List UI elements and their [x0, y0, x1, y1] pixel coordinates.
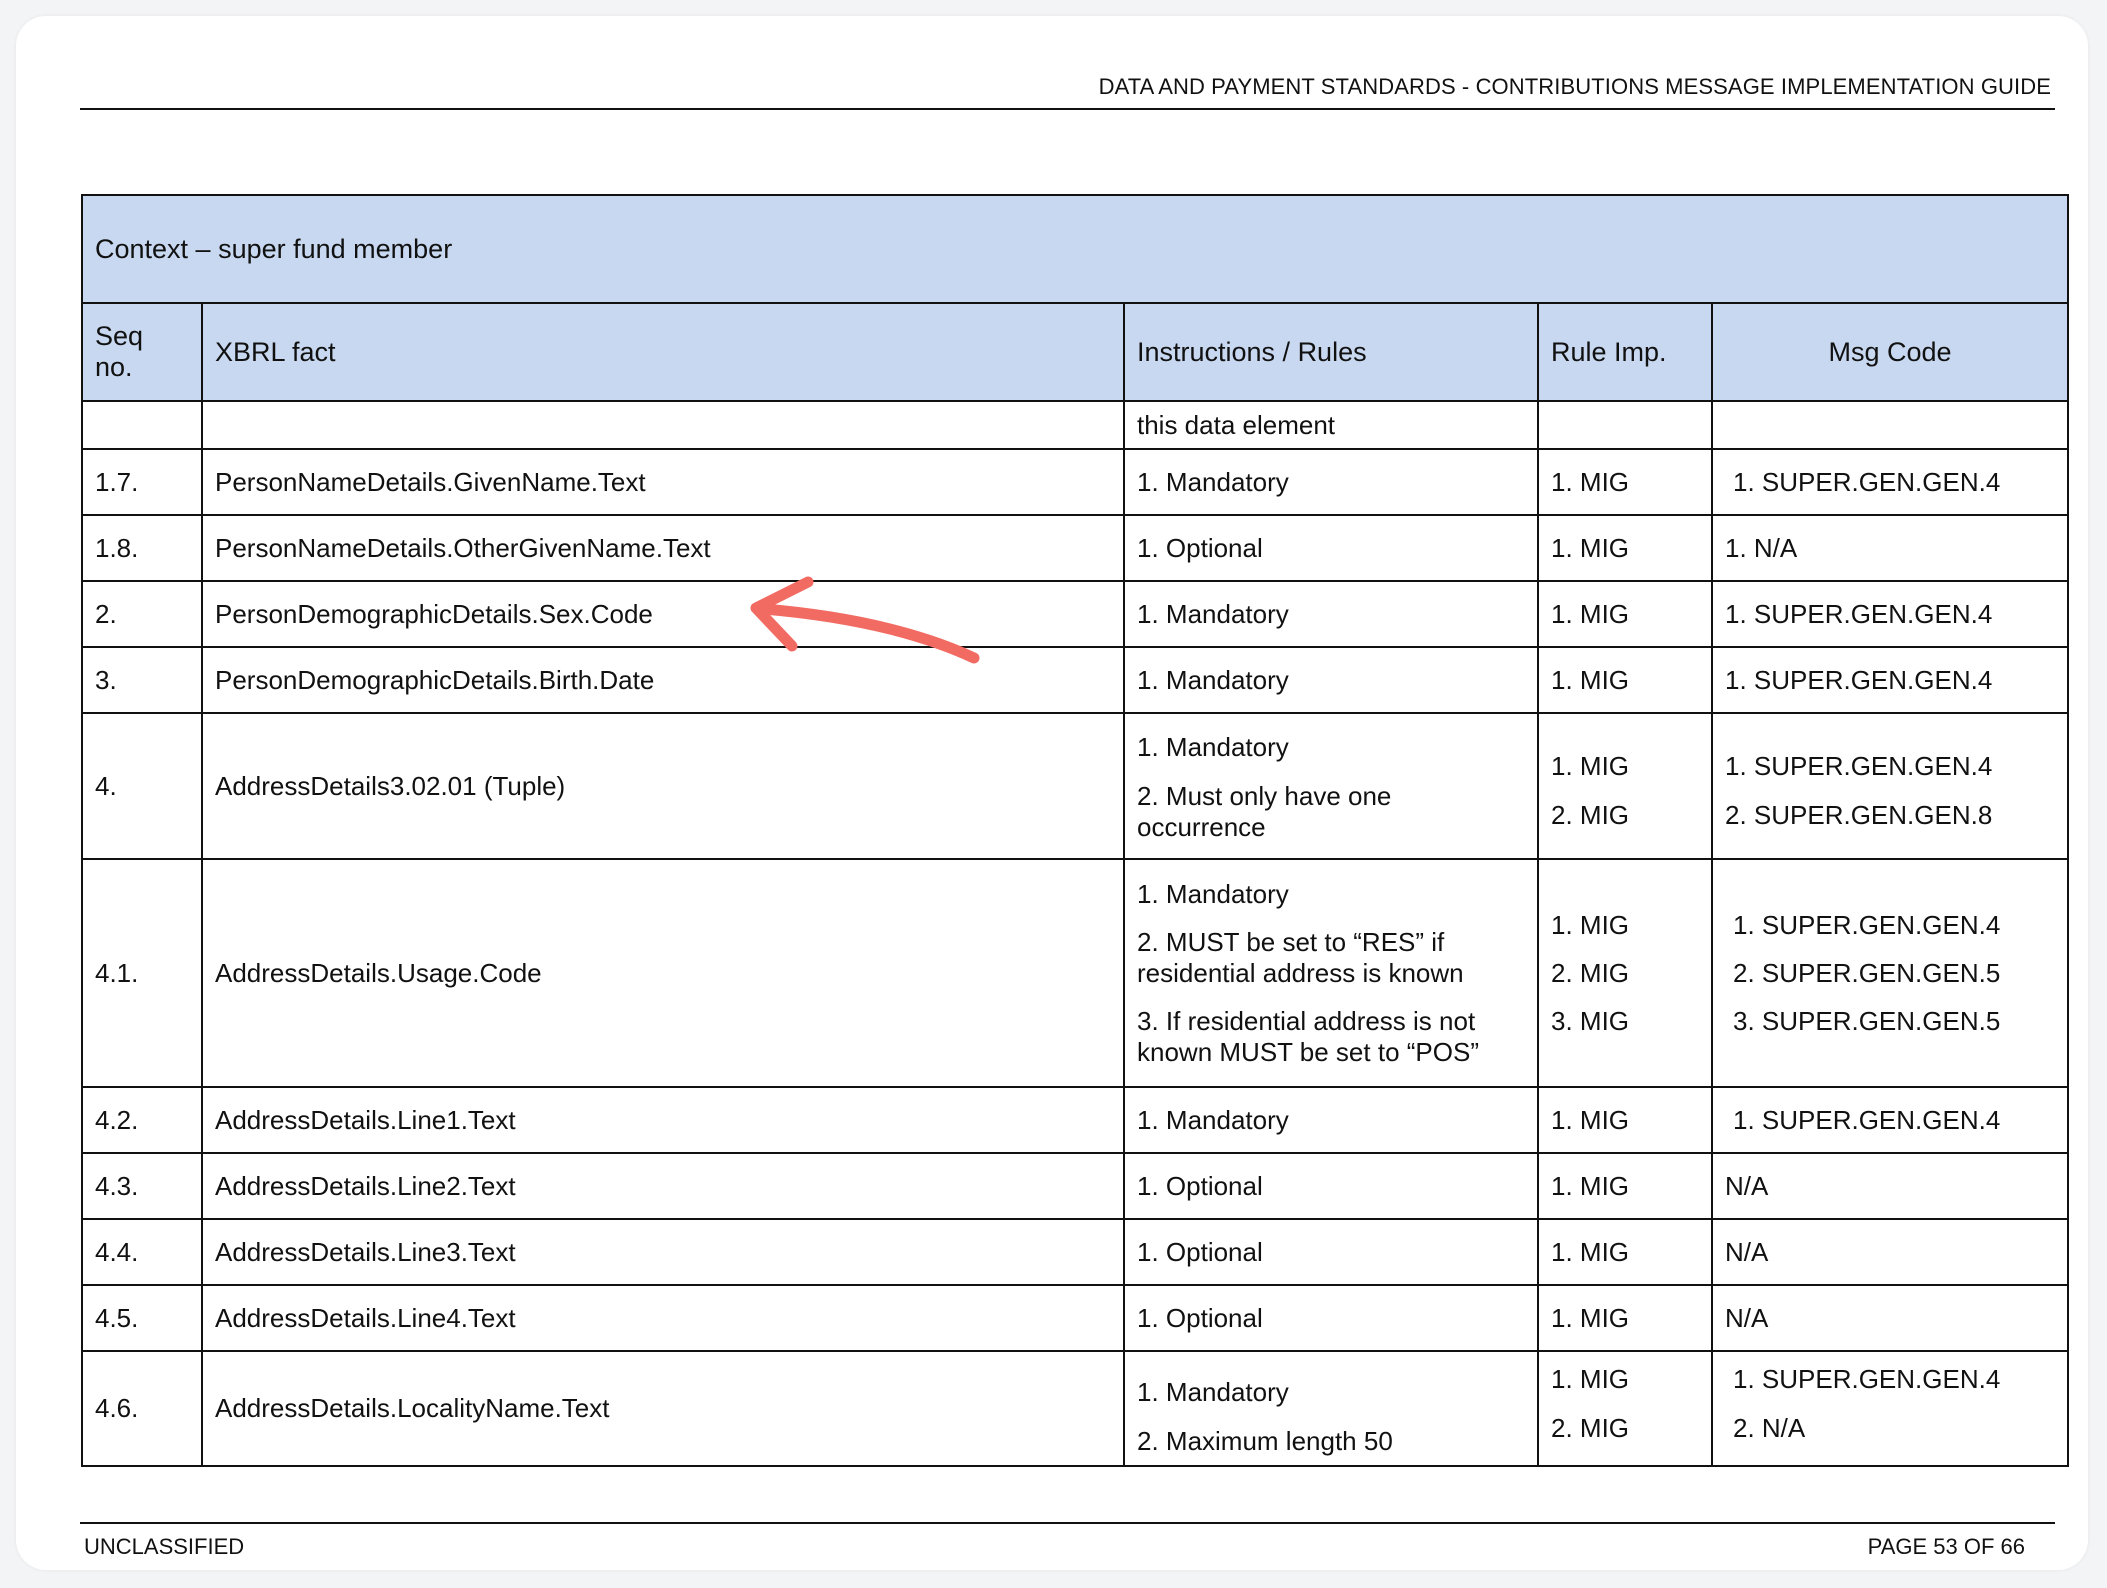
rule-imp-cell — [1538, 1351, 1712, 1466]
msg-code-cell: 1. SUPER.GEN.GEN.4 — [1712, 647, 2068, 713]
fact-cell: AddressDetails.Line2.Text — [202, 1153, 1124, 1219]
instruction-line: known MUST be set to “POS” — [1137, 1036, 1479, 1067]
instructions-cell: 1. Mandatory — [1124, 581, 1538, 647]
rule-imp-cell: 1. MIG — [1538, 1153, 1712, 1219]
instruction-line: residential address is known — [1137, 957, 1464, 988]
seq-header-line1: Seq — [95, 321, 144, 351]
classification-label: UNCLASSIFIED — [84, 1534, 245, 1559]
instructions-cell — [1124, 859, 1538, 1087]
msg-code-line: 2. SUPER.GEN.GEN.5 — [1733, 957, 2001, 988]
table-row — [82, 1153, 2068, 1219]
seq-cell: 1.8. — [82, 515, 202, 581]
rule-imp-line: 1. MIG — [1551, 1363, 1630, 1394]
context-row — [82, 195, 2068, 303]
seq-cell: 4.5. — [82, 1285, 202, 1351]
msg-code-line: 1. SUPER.GEN.GEN.4 — [1733, 1363, 2001, 1394]
instructions-cell: 1. Mandatory — [1124, 449, 1538, 515]
instructions-cell: 1. Optional — [1124, 515, 1538, 581]
seq-cell: 4. — [82, 713, 202, 859]
instructions-cell: 1. Mandatory — [1124, 1087, 1538, 1153]
table-row — [82, 647, 2068, 713]
seq-cell: 1.7. — [82, 449, 202, 515]
instruction-line: 2. MUST be set to “RES” if — [1137, 926, 1445, 957]
continuation-text: this data element — [1124, 401, 1538, 449]
page-footer — [80, 1522, 2055, 1559]
rule-imp-cell — [1538, 713, 1712, 859]
column-rule-imp: Rule Imp. — [1538, 303, 1712, 401]
fact-cell: AddressDetails.LocalityName.Text — [202, 1351, 1124, 1466]
rule-imp-cell: 1. MIG — [1538, 1285, 1712, 1351]
instruction-line: 2. Maximum length 50 — [1137, 1425, 1393, 1456]
fact-cell: AddressDetails3.02.01 (Tuple) — [202, 713, 1124, 859]
fact-cell: AddressDetails.Line3.Text — [202, 1219, 1124, 1285]
column-msg-code: Msg Code — [1712, 303, 2068, 401]
page-number: PAGE 53 OF 66 — [1867, 1534, 2025, 1559]
msg-code-line: 2. N/A — [1733, 1412, 1806, 1443]
fact-cell: PersonNameDetails.OtherGivenName.Text — [202, 515, 1124, 581]
seq-cell: 4.2. — [82, 1087, 202, 1153]
table-row — [82, 1087, 2068, 1153]
instructions-cell: 1. Mandatory — [1124, 647, 1538, 713]
instruction-line: 3. If residential address is not — [1137, 1005, 1476, 1036]
fact-cell: AddressDetails.Usage.Code — [202, 859, 1124, 1087]
context-title: Context – super fund member — [82, 195, 2068, 303]
rule-imp-cell: 1. MIG — [1538, 647, 1712, 713]
instruction-line: 2. Must only have one — [1137, 780, 1392, 811]
instructions-cell: 1. Optional — [1124, 1285, 1538, 1351]
table-row — [82, 713, 2068, 859]
msg-code-cell: N/A — [1712, 1219, 2068, 1285]
msg-code-cell: N/A — [1712, 1153, 2068, 1219]
instructions-cell: 1. Optional — [1124, 1219, 1538, 1285]
seq-cell: 3. — [82, 647, 202, 713]
seq-cell: 4.1. — [82, 859, 202, 1087]
rule-imp-line: 2. MIG — [1551, 1412, 1630, 1443]
instructions-cell — [1124, 1351, 1538, 1466]
msg-code-cell: 1. SUPER.GEN.GEN.4 — [1712, 1087, 2068, 1153]
fact-cell: PersonDemographicDetails.Sex.Code — [202, 581, 1124, 647]
table-row — [82, 515, 2068, 581]
rule-imp-line: 3. MIG — [1551, 1005, 1630, 1036]
msg-code-line: 2. SUPER.GEN.GEN.8 — [1725, 800, 1993, 830]
header-row — [82, 303, 2068, 401]
instruction-line: 1. Mandatory — [1137, 878, 1289, 909]
seq-cell: 4.3. — [82, 1153, 202, 1219]
instructions-cell: 1. Optional — [1124, 1153, 1538, 1219]
instruction-line: occurrence — [1137, 811, 1266, 842]
msg-code-line: 3. SUPER.GEN.GEN.5 — [1733, 1005, 2001, 1036]
rule-imp-line: 1. MIG — [1551, 751, 1630, 781]
msg-code-cell — [1712, 859, 2068, 1087]
rule-imp-line: 2. MIG — [1551, 957, 1630, 988]
running-header — [80, 74, 2055, 110]
fact-cell: AddressDetails.Line1.Text — [202, 1087, 1124, 1153]
seq-cell: 2. — [82, 581, 202, 647]
table-row — [82, 1285, 2068, 1351]
table-row — [82, 1351, 2068, 1466]
seq-cell: 4.4. — [82, 1219, 202, 1285]
rule-imp-cell: 1. MIG — [1538, 515, 1712, 581]
msg-code-cell: 1. N/A — [1712, 515, 2068, 581]
msg-code-cell: N/A — [1712, 1285, 2068, 1351]
table-row — [82, 581, 2068, 647]
rule-imp-cell: 1. MIG — [1538, 449, 1712, 515]
seq-header-line2: no. — [95, 352, 133, 382]
continuation-row — [82, 401, 2068, 449]
msg-code-cell: 1. SUPER.GEN.GEN.4 — [1712, 581, 2068, 647]
fact-cell: PersonDemographicDetails.Birth.Date — [202, 647, 1124, 713]
column-seq — [82, 303, 202, 401]
column-xbrl: XBRL fact — [202, 303, 1124, 401]
document-page — [16, 16, 2088, 1570]
rule-imp-cell: 1. MIG — [1538, 1087, 1712, 1153]
fact-cell: PersonNameDetails.GivenName.Text — [202, 449, 1124, 515]
member-context-table — [81, 194, 2069, 1467]
instruction-line: 1. Mandatory — [1137, 731, 1289, 762]
table-row — [82, 1219, 2068, 1285]
rule-imp-line: 2. MIG — [1551, 800, 1630, 830]
fact-cell: AddressDetails.Line4.Text — [202, 1285, 1124, 1351]
instructions-cell — [1124, 713, 1538, 859]
table-row — [82, 859, 2068, 1087]
msg-code-cell: 1. SUPER.GEN.GEN.4 — [1712, 449, 2068, 515]
rule-imp-cell — [1538, 859, 1712, 1087]
msg-code-cell — [1712, 713, 2068, 859]
msg-code-cell — [1712, 1351, 2068, 1466]
running-title: DATA AND PAYMENT STANDARDS - CONTRIBUTIONS MESSAGE IMPLEMENTATION GUIDE — [1098, 74, 2051, 99]
msg-code-line: 1. SUPER.GEN.GEN.4 — [1733, 909, 2001, 940]
table-row — [82, 449, 2068, 515]
rule-imp-cell: 1. MIG — [1538, 581, 1712, 647]
instruction-line: 1. Mandatory — [1137, 1376, 1289, 1407]
rule-imp-line: 1. MIG — [1551, 909, 1630, 940]
msg-code-line: 1. SUPER.GEN.GEN.4 — [1725, 751, 1993, 781]
rule-imp-cell: 1. MIG — [1538, 1219, 1712, 1285]
column-instructions: Instructions / Rules — [1124, 303, 1538, 401]
seq-cell: 4.6. — [82, 1351, 202, 1466]
